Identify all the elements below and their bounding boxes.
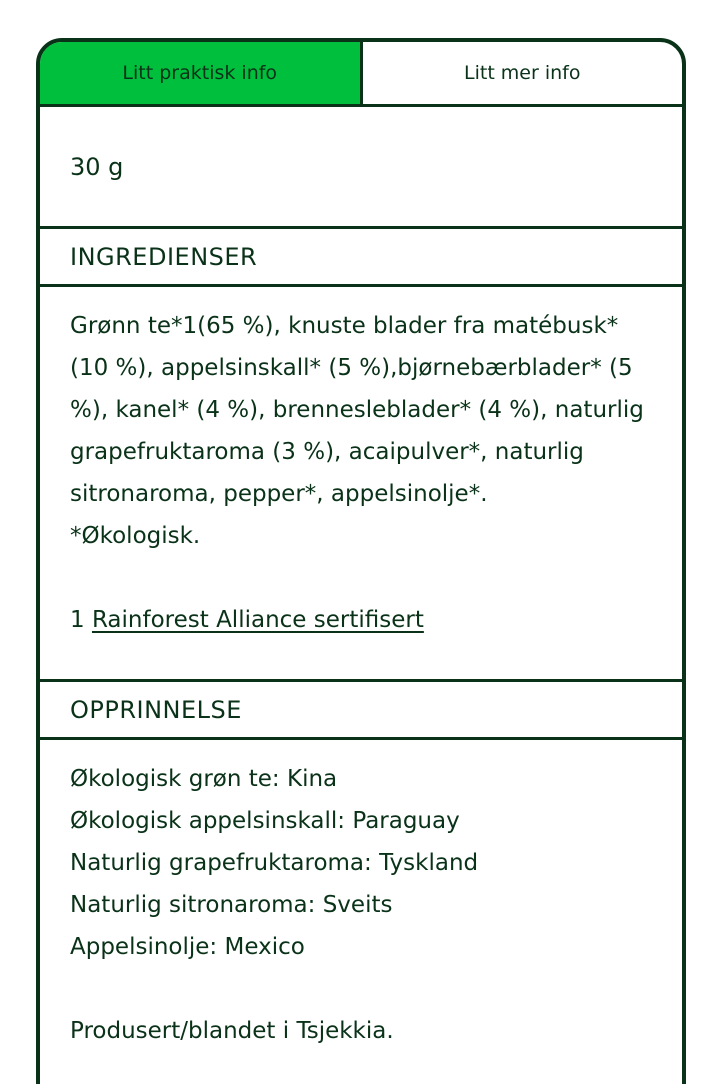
weight-section: [40, 107, 682, 229]
certification-line: [70, 599, 652, 641]
origin-line: Appelsinolje: Mexico: [70, 934, 305, 960]
origin-content: [40, 740, 682, 1052]
tab-practical-info-label: Litt praktisk info: [122, 62, 278, 84]
ingredients-content: [40, 287, 682, 682]
product-weight: 30 g: [70, 152, 124, 181]
ingredients-heading-label: INGREDIENSER: [70, 242, 258, 271]
origin-line: Naturlig sitronaroma: Sveits: [70, 892, 393, 918]
origin-line: Naturlig grapefruktaroma: Tyskland: [70, 850, 479, 876]
tab-practical-info[interactable]: [40, 42, 363, 104]
organic-note: *Økologisk.: [70, 523, 201, 549]
tab-more-info-label: Litt mer info: [464, 62, 581, 84]
origin-line: Økologisk grøn te: Kina: [70, 766, 338, 792]
origin-heading-label: OPPRINNELSE: [70, 695, 242, 724]
certification-prefix: 1: [70, 607, 92, 633]
origin-line: Økologisk appelsinskall: Paraguay: [70, 808, 460, 834]
production-location: Produsert/blandet i Tsjekkia.: [70, 1018, 394, 1044]
tab-more-info[interactable]: [363, 42, 683, 104]
spacer: [70, 557, 652, 599]
origin-heading: [40, 682, 682, 740]
product-info-card: [36, 38, 686, 1084]
spacer: [70, 968, 652, 1010]
rainforest-alliance-link[interactable]: Rainforest Alliance sertifisert: [91, 607, 424, 633]
ingredients-heading: [40, 229, 682, 287]
ingredients-text: Grønn te*1(65 %), knuste blader fra matébusk* (10 %), appelsinskall* (5 %),bjørnebærblader* (5 %), kanel* (4 %), brenneslеblader* (4 %), naturlig grapefruktaroma (3 %), acaipulver*, naturlig sitronaroma, pepper*, appelsinolje*.: [70, 313, 644, 507]
info-tabs: [40, 42, 682, 107]
